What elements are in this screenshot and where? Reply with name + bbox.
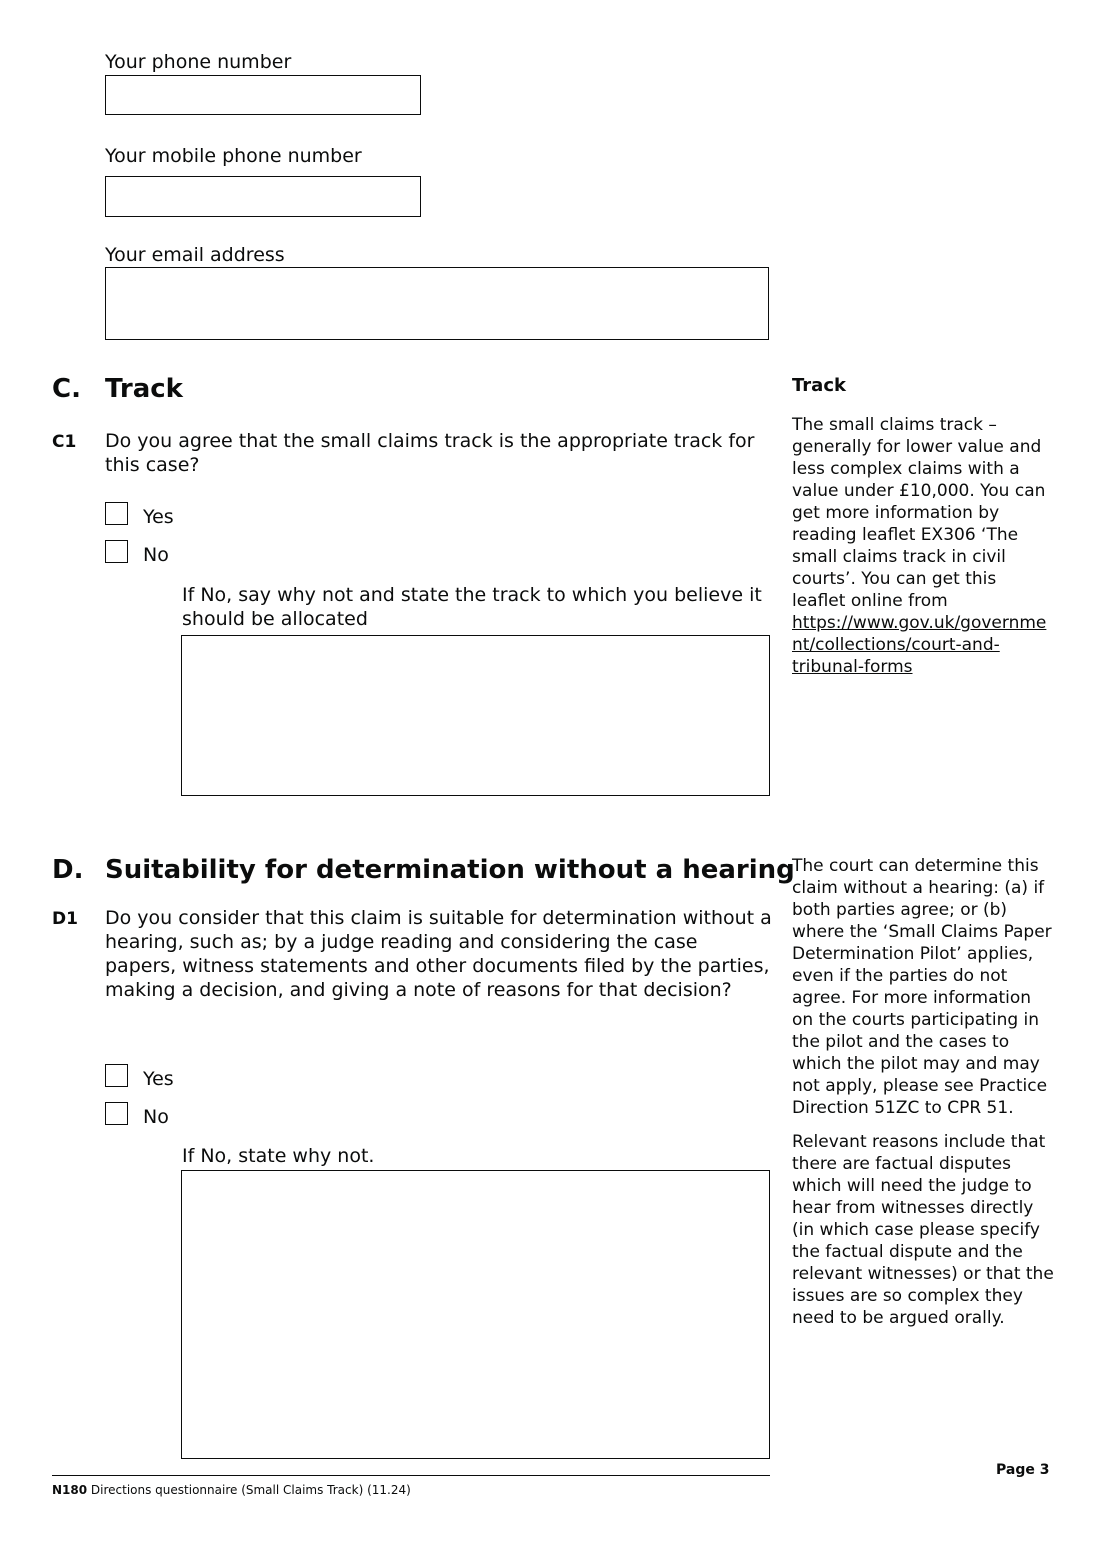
sidebar-determination xyxy=(792,855,1054,1341)
email-label: Your email address xyxy=(105,244,285,266)
footer-form-code: N180 xyxy=(52,1483,88,1497)
d1-if-no-text: If No, state why not. xyxy=(182,1145,375,1167)
email-input[interactable] xyxy=(105,267,769,340)
question-d1-number: D1 xyxy=(52,909,78,929)
c1-no-label: No xyxy=(143,544,169,566)
d1-yes-checkbox[interactable] xyxy=(105,1064,128,1087)
c1-yes-label: Yes xyxy=(143,506,174,528)
section-d-title: Suitability for determination without a hearing xyxy=(105,855,795,885)
c1-no-checkbox[interactable] xyxy=(105,540,128,563)
sidebar-determination-p1: The court can determine this claim without a hearing: (a) if both parties agree; or (b) where the ‘Small Claims Paper Determination Pilot’ applies, even if the parties do not agree. For more information on the courts participating in the pilot and the cases to which the pilot may and may not apply, please see Practice Direction 51ZC to CPR 51. xyxy=(792,856,1052,1118)
d1-yes-label: Yes xyxy=(143,1068,174,1090)
question-c1-text: Do you agree that the small claims track is the appropriate track for this case? xyxy=(105,430,755,476)
sidebar-track-heading: Track xyxy=(792,375,846,396)
court-forms-link[interactable]: https://www.gov.uk/government/collections/court-and-tribunal-forms xyxy=(792,613,1047,677)
page-number: Page 3 xyxy=(996,1462,1050,1478)
question-d1-text: Do you consider that this claim is suitable for determination without a hearing, such as; by a judge reading and considering the case papers, witness statements and other documents filed by the parties, making a decision, and giving a note of reasons for that decision? xyxy=(105,907,772,1001)
footer-divider xyxy=(52,1475,770,1476)
d1-reason-textarea[interactable] xyxy=(181,1170,770,1459)
section-d-letter: D. xyxy=(52,855,84,885)
footer-form-title: Directions questionnaire (Small Claims Track) (11.24) xyxy=(87,1483,411,1497)
c1-if-no-text: If No, say why not and state the track to which you believe it should be allocated xyxy=(182,584,762,630)
d1-no-checkbox[interactable] xyxy=(105,1102,128,1125)
phone-label: Your phone number xyxy=(105,51,292,73)
mobile-label: Your mobile phone number xyxy=(105,145,362,167)
section-c-title: Track xyxy=(105,374,183,404)
c1-reason-textarea[interactable] xyxy=(181,635,770,796)
sidebar-track-text xyxy=(792,414,1052,678)
footer-form-info xyxy=(52,1482,411,1498)
phone-input[interactable] xyxy=(105,75,421,115)
c1-yes-checkbox[interactable] xyxy=(105,502,128,525)
question-c1-number: C1 xyxy=(52,432,77,452)
sidebar-determination-p2: Relevant reasons include that there are factual disputes which will need the judge to hear from witnesses directly (in which case please specify the factual dispute and the relevant witnesses) or that the issues are so complex they need to be argued orally. xyxy=(792,1132,1054,1328)
section-c-letter: C. xyxy=(52,374,81,404)
mobile-input[interactable] xyxy=(105,176,421,217)
sidebar-track-body: The small claims track – generally for lower value and less complex claims with a value under £10,000. You can get more information by reading leaflet EX306 ‘The small claims track in civil courts’. You can get this leaflet online from xyxy=(792,415,1046,611)
sidebar-track xyxy=(792,375,1052,690)
d1-no-label: No xyxy=(143,1106,169,1128)
